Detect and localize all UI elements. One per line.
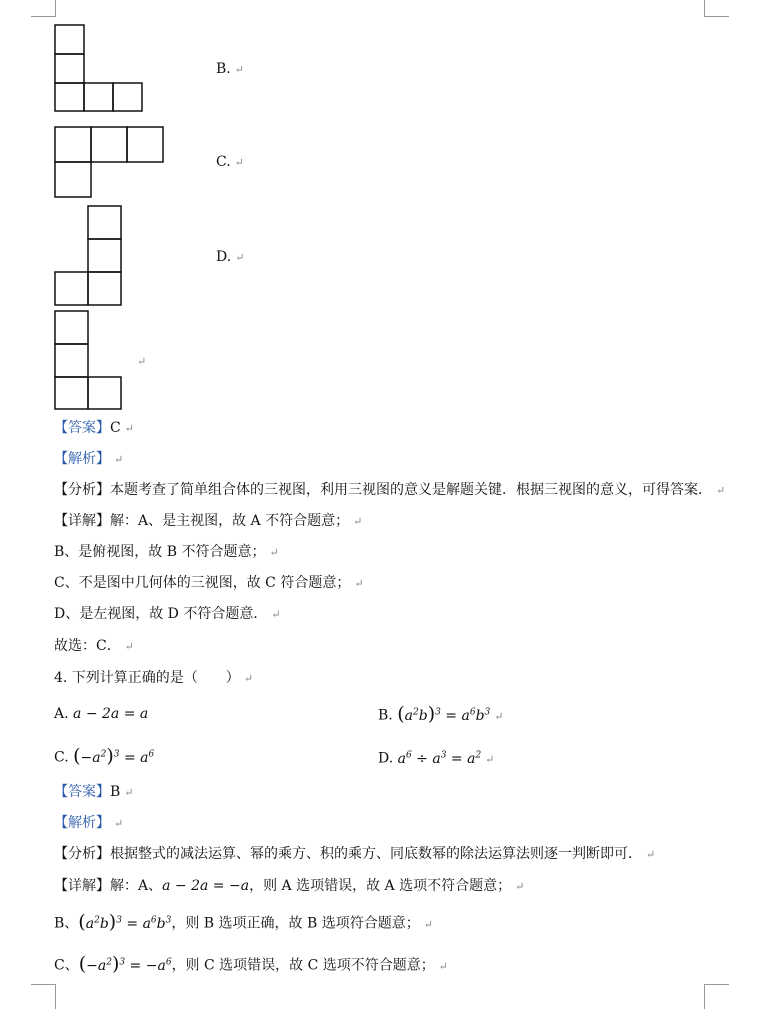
q3-detail-b: B、是俯视图，故 B 不符合题意； ↵ bbox=[54, 544, 279, 560]
q4-detail-a: 【详解】解：A、a − 2a = −a，则 A 选项错误，故 A 选项不符合题意； ↵ bbox=[54, 878, 525, 894]
three-view-figures bbox=[0, 0, 766, 420]
option-c-label: C. ↵ bbox=[216, 154, 244, 170]
figure-d bbox=[55, 206, 121, 305]
figure-extra bbox=[55, 311, 121, 409]
q3-detail-a: 【详解】解：A、是主视图，故 A 不符合题意； ↵ bbox=[54, 513, 363, 529]
q4-answer: 【答案】B ↵ bbox=[54, 784, 134, 800]
figure-b bbox=[55, 25, 142, 111]
q4-detail-b: B、$(a^2b)^3 = a^6b^3$，则 B 选项正确，故 B 选项符合题意； ↵ bbox=[54, 910, 433, 933]
q4-detail-c: C、$(-a^2)^3 = -a^6$，则 C 选项错误，故 C 选项不符合题意； ↵ bbox=[54, 952, 449, 975]
q4-option-c: C. $(-a^2)^3 = a^6$ bbox=[54, 744, 155, 767]
q3-detail-d: D、是左视图，故 D 不符合题意． ↵ bbox=[54, 606, 281, 622]
q4-option-d: D. $a^6 \div a^3 = a^2$ ↵ bbox=[378, 750, 495, 767]
q3-detail-c: C、不是图中几何体的三视图，故 C 符合题意； ↵ bbox=[54, 575, 364, 591]
return-mark: ↵ bbox=[137, 355, 147, 368]
corner-mark bbox=[31, 984, 56, 1009]
q4-option-a: A. a − 2a = a bbox=[54, 706, 149, 722]
q3-analysis: 【解析】 ↵ bbox=[54, 451, 124, 467]
figure-c bbox=[55, 127, 163, 197]
q4-stem: 4. 下列计算正确的是（ ） ↵ bbox=[54, 670, 254, 686]
q4-option-b: B. $(a^2b)^3 = a^6b^3$ ↵ bbox=[378, 702, 504, 725]
q3-choose: 故选：C． ↵ bbox=[54, 638, 134, 654]
option-d-label: D. ↵ bbox=[216, 249, 245, 265]
q4-analysis: 【解析】 ↵ bbox=[54, 815, 124, 831]
q3-fenxi: 【分析】本题考查了简单组合体的三视图，利用三视图的意义是解题关键．根据三视图的意义，可得答案． ↵ bbox=[54, 482, 726, 498]
q4-fenxi: 【分析】根据整式的减法运算、幂的乘方、积的乘方、同底数幂的除法运算法则逐一判断即可． ↵ bbox=[54, 846, 656, 862]
q3-answer: 【答案】C ↵ bbox=[54, 420, 134, 436]
option-b-label: B. ↵ bbox=[216, 61, 244, 77]
corner-mark bbox=[704, 984, 729, 1009]
